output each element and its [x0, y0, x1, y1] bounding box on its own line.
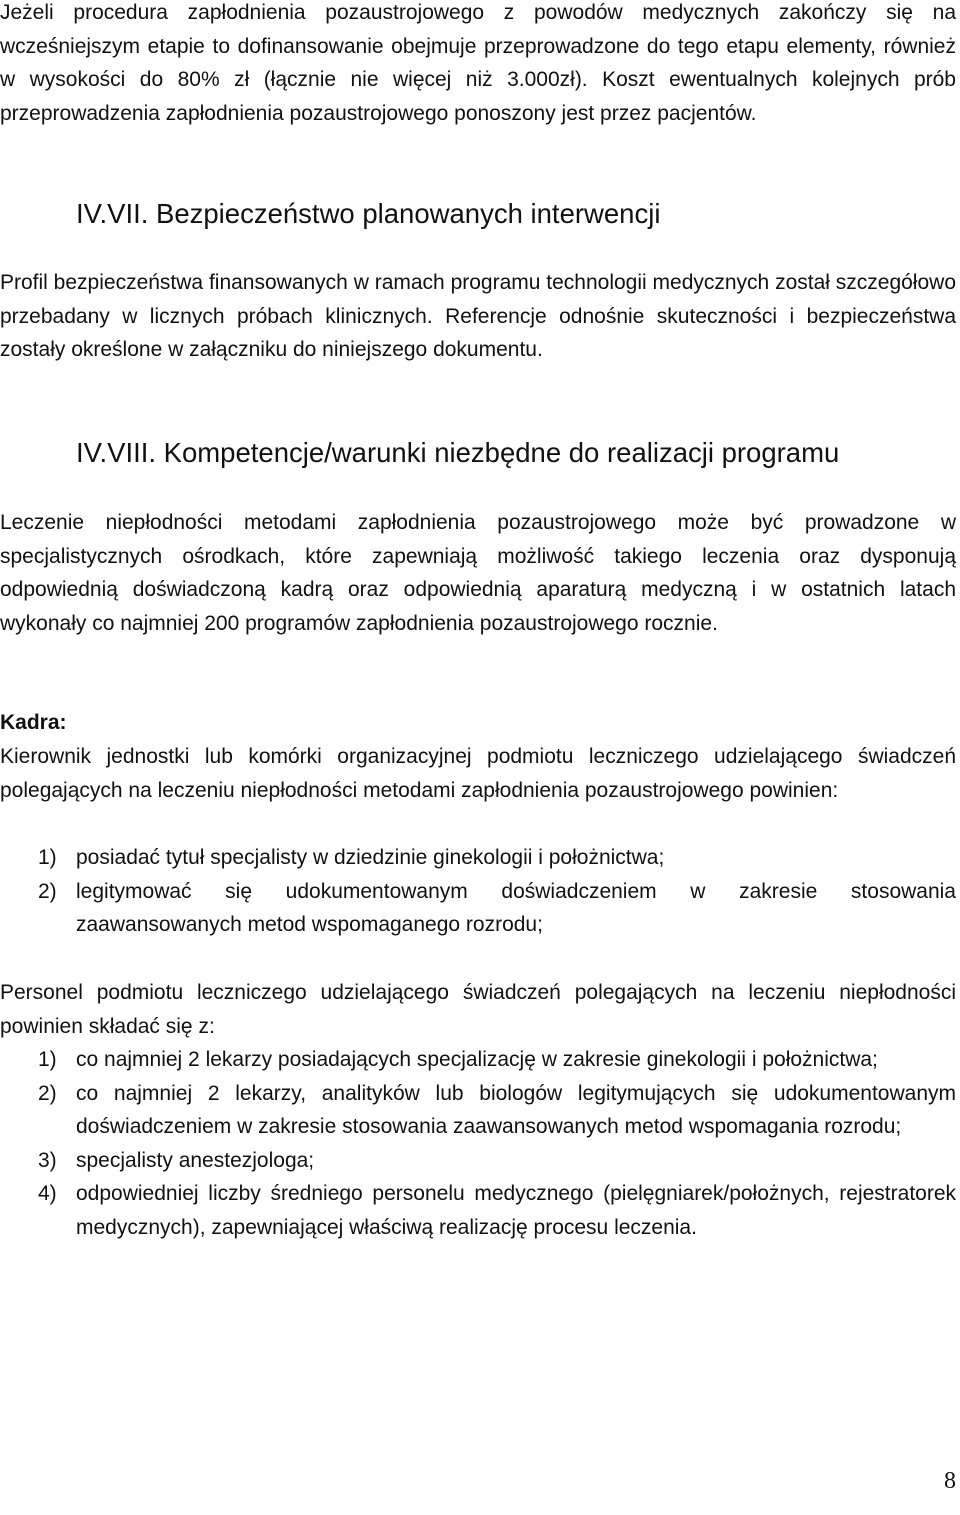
kadra-requirements-list [0, 841, 956, 942]
intro-paragraph: Jeżeli procedura zapłodnienia pozaustrojowego z powodów medycznych zakończy się na wcześniejszym etapie to dofinansowanie obejmuje przeprowadzone do tego etapu elementy, również w wysokości do 80% zł (łącznie nie więcej niż 3.000zł). Koszt ewentualnych kolejnych prób przeprowadzenia zapłodnienia pozaustrojowego ponoszony jest przez pacjentów. [0, 1, 956, 125]
kadra-intro: Kierownik jednostki lub komórki organizacyjnej podmiotu leczniczego udzielającego świadczeń polegających na leczeniu niepłodności metodami zapłodnienia pozaustrojowego powinien: [0, 745, 956, 802]
personel-intro: Personel podmiotu leczniczego udzielającego świadczeń polegających na leczeniu niepłodności powinien składać się z: [0, 981, 956, 1038]
list-item-number: 1) [38, 1048, 57, 1071]
list-item [0, 1077, 956, 1144]
section-vii-paragraph: Profil bezpieczeństwa finansowanych w ramach programu technologii medycznych został szczegółowo przebadany w licznych próbach klinicznych. Referencje odnośnie skuteczności i bezpieczeństwa zostały określone w załączniku do niniejszego dokumentu. [0, 271, 956, 362]
section-viii-paragraph: Leczenie niepłodności metodami zapłodnienia pozaustrojowego może być prowadzone w specjalistycznych ośrodkach, które zapewniają możliwość takiego leczenia oraz dysponują odpowiednią doświadczoną kadrą oraz odpowiednią aparaturą medyczną i w ostatnich latach wykonały co najmniej 200 programów zapłodnienia pozaustrojowego rocznie. [0, 511, 956, 635]
list-item [0, 1043, 956, 1077]
personel-requirements-list [0, 1043, 956, 1245]
list-item-number: 2) [38, 1081, 57, 1105]
section-viii-heading: IV.VIII. Kompetencje/warunki niezbędne do realizacji programu [76, 437, 840, 468]
list-item [0, 875, 956, 942]
section-vii-heading: IV.VII. Bezpieczeństwo planowanych interwencji [76, 198, 661, 229]
page-number: 8 [944, 1468, 956, 1494]
list-item-text: legitymować się udokumentowanym doświadczeniem w zakresie stosowania zaawansowanych metod wspomaganego rozrodu; [76, 879, 956, 937]
list-item-number: 1) [38, 846, 57, 869]
list-item-text: odpowiedniej liczby średniego personelu medycznego (pielęgniarek/położnych, rejestratorek medycznych), zapewniającej właściwą realizację procesu leczenia. [76, 1182, 956, 1239]
list-item-number: 2) [38, 879, 57, 903]
list-item-text: co najmniej 2 lekarzy posiadających specjalizację w zakresie ginekologii i położnictwa; [76, 1048, 878, 1071]
list-item-text: posiadać tytuł specjalisty w dziedzinie ginekologii i położnictwa; [76, 846, 665, 869]
list-item-number: 3) [38, 1148, 57, 1172]
list-item-number: 4) [38, 1182, 57, 1206]
list-item [0, 1144, 956, 1178]
list-item-text: specjalisty anestezjologa; [76, 1148, 315, 1172]
list-item [0, 1177, 956, 1244]
list-item-text: co najmniej 2 lekarzy, analityków lub biologów legitymujących się udokumentowanym doświadczeniem w zakresie stosowania zaawansowanych metod wspomagania rozrodu; [76, 1081, 956, 1139]
kadra-label: Kadra: [0, 711, 67, 734]
list-item [0, 841, 956, 875]
